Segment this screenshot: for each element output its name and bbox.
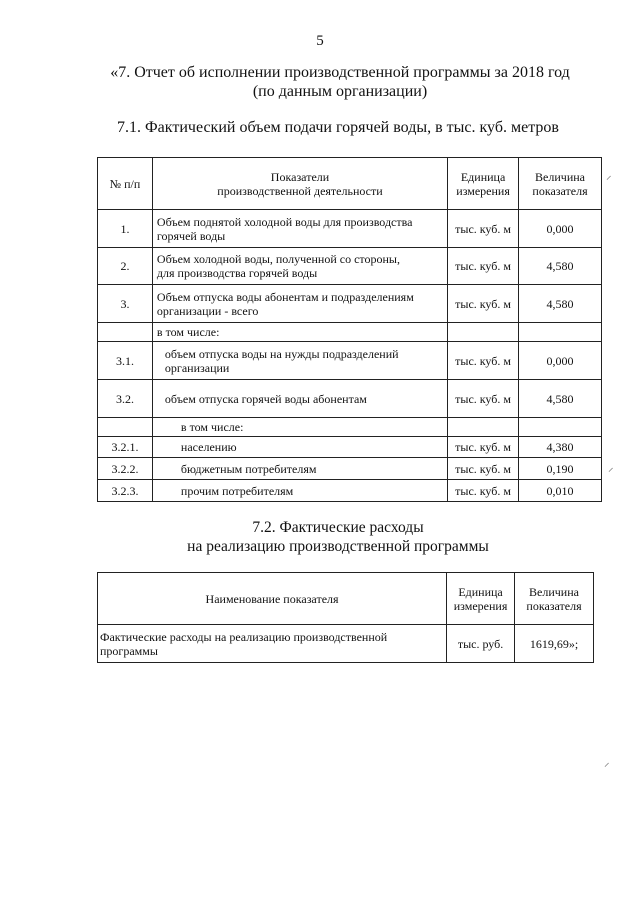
row-num: 3. bbox=[98, 285, 153, 323]
table-row bbox=[98, 285, 602, 323]
row-indicator-line1: Объем отпуска воды абонентам и подразделениям bbox=[156, 289, 414, 304]
section-7-title bbox=[40, 63, 640, 101]
row-indicator bbox=[152, 210, 447, 248]
row-value: 0,000 bbox=[519, 210, 602, 248]
scan-speck: ⸝ bbox=[608, 462, 614, 474]
header-value-line2: показателя bbox=[532, 183, 588, 198]
row-value: 0,010 bbox=[519, 480, 602, 502]
row-value: 0,000 bbox=[519, 342, 602, 380]
row-num: 3.2. bbox=[98, 380, 153, 418]
row-indicator-line2: организации - всего bbox=[156, 303, 259, 318]
section-7-2-title-line1: 7.2. Фактические расходы bbox=[252, 519, 424, 536]
row-indicator: объем отпуска горячей воды абонентам bbox=[152, 380, 447, 418]
section-7-2-title bbox=[38, 518, 638, 556]
row-value: 4,580 bbox=[519, 285, 602, 323]
header-indicator bbox=[152, 158, 447, 210]
row-num: 3.2.1. bbox=[98, 437, 153, 458]
row-value bbox=[519, 323, 602, 342]
header-indicator-name: Наименование показателя bbox=[98, 573, 447, 625]
row-indicator-line1: Объем поднятой холодной воды для производства bbox=[156, 214, 413, 229]
row-indicator: в том числе: bbox=[152, 323, 447, 342]
row-unit: тыс. куб. м bbox=[448, 285, 519, 323]
scan-speck: ⸝ bbox=[606, 170, 612, 182]
row-indicator-line1: Фактические расходы на реализацию производственной bbox=[100, 629, 388, 644]
water-supply-table bbox=[97, 157, 602, 502]
header-unit-line1: Единица bbox=[460, 169, 506, 184]
row-unit bbox=[448, 323, 519, 342]
header-unit bbox=[447, 573, 515, 625]
header-unit-line2: измерения bbox=[453, 598, 508, 613]
row-value: 4,380 bbox=[519, 437, 602, 458]
section-7-1-title: 7.1. Фактический объем подачи горячей воды, в тыс. куб. метров bbox=[117, 119, 559, 136]
scan-speck: ⸝ bbox=[604, 757, 610, 769]
row-value: 4,580 bbox=[519, 248, 602, 285]
row-num: 3.1. bbox=[98, 342, 153, 380]
table-header-row bbox=[98, 158, 602, 210]
row-indicator: населению bbox=[152, 437, 447, 458]
row-indicator-line2: программы bbox=[100, 643, 158, 658]
row-num: 1. bbox=[98, 210, 153, 248]
header-value bbox=[519, 158, 602, 210]
header-value-line1: Величина bbox=[529, 584, 579, 599]
row-unit: тыс. куб. м bbox=[448, 458, 519, 480]
row-value: 1619,69»; bbox=[515, 625, 594, 663]
header-value-line1: Величина bbox=[535, 169, 585, 184]
table-row bbox=[98, 248, 602, 285]
header-unit-line2: измерения bbox=[456, 183, 510, 198]
row-indicator bbox=[98, 625, 447, 663]
row-indicator bbox=[152, 342, 447, 380]
table-row-subheading bbox=[98, 323, 602, 342]
row-value: 4,580 bbox=[519, 380, 602, 418]
row-indicator bbox=[152, 285, 447, 323]
row-value: 0,190 bbox=[519, 458, 602, 480]
row-indicator-line2: организации bbox=[164, 360, 230, 375]
table-row bbox=[98, 342, 602, 380]
expenses-table bbox=[97, 572, 594, 663]
row-indicator-line1: Объем холодной воды, полученной со стороны, bbox=[156, 252, 400, 266]
header-indicator-line1: Показатели bbox=[270, 169, 330, 184]
row-unit: тыс. куб. м bbox=[448, 342, 519, 380]
table-row bbox=[98, 625, 594, 663]
row-num bbox=[98, 418, 153, 437]
header-value bbox=[515, 573, 594, 625]
row-indicator: в том числе: bbox=[152, 418, 447, 437]
row-unit bbox=[448, 418, 519, 437]
header-indicator-line2: производственной деятельности bbox=[217, 183, 383, 198]
row-unit: тыс. куб. м bbox=[448, 480, 519, 502]
header-unit-line1: Единица bbox=[458, 584, 503, 599]
header-unit bbox=[448, 158, 519, 210]
row-unit: тыс. куб. м bbox=[448, 437, 519, 458]
table-row bbox=[98, 437, 602, 458]
table-row bbox=[98, 380, 602, 418]
row-indicator-line2: горячей воды bbox=[156, 228, 226, 243]
row-unit: тыс. куб. м bbox=[448, 248, 519, 285]
page-number: 5 bbox=[316, 33, 324, 49]
row-num: 3.2.2. bbox=[98, 458, 153, 480]
section-7-title-line1: «7. Отчет об исполнении производственной программы за 2018 год bbox=[110, 64, 570, 81]
section-7-2-title-line2: на реализацию производственной программы bbox=[187, 538, 489, 555]
table-row-subheading bbox=[98, 418, 602, 437]
row-unit: тыс. руб. bbox=[447, 625, 515, 663]
row-indicator-line1: объем отпуска воды на нужды подразделений bbox=[164, 346, 399, 361]
row-value bbox=[519, 418, 602, 437]
row-num: 2. bbox=[98, 248, 153, 285]
table-row bbox=[98, 480, 602, 502]
row-unit: тыс. куб. м bbox=[448, 210, 519, 248]
header-value-line2: показателя bbox=[526, 598, 582, 613]
row-indicator: прочим потребителям bbox=[152, 480, 447, 502]
row-indicator-line2: для производства горячей воды bbox=[156, 266, 318, 280]
section-7-title-line2: (по данным организации) bbox=[252, 83, 428, 100]
header-num: № п/п bbox=[98, 158, 153, 210]
table-row bbox=[98, 458, 602, 480]
row-num: 3.2.3. bbox=[98, 480, 153, 502]
row-indicator bbox=[152, 248, 447, 285]
table-header-row bbox=[98, 573, 594, 625]
row-num bbox=[98, 323, 153, 342]
table-row bbox=[98, 210, 602, 248]
row-unit: тыс. куб. м bbox=[448, 380, 519, 418]
row-indicator: бюджетным потребителям bbox=[152, 458, 447, 480]
